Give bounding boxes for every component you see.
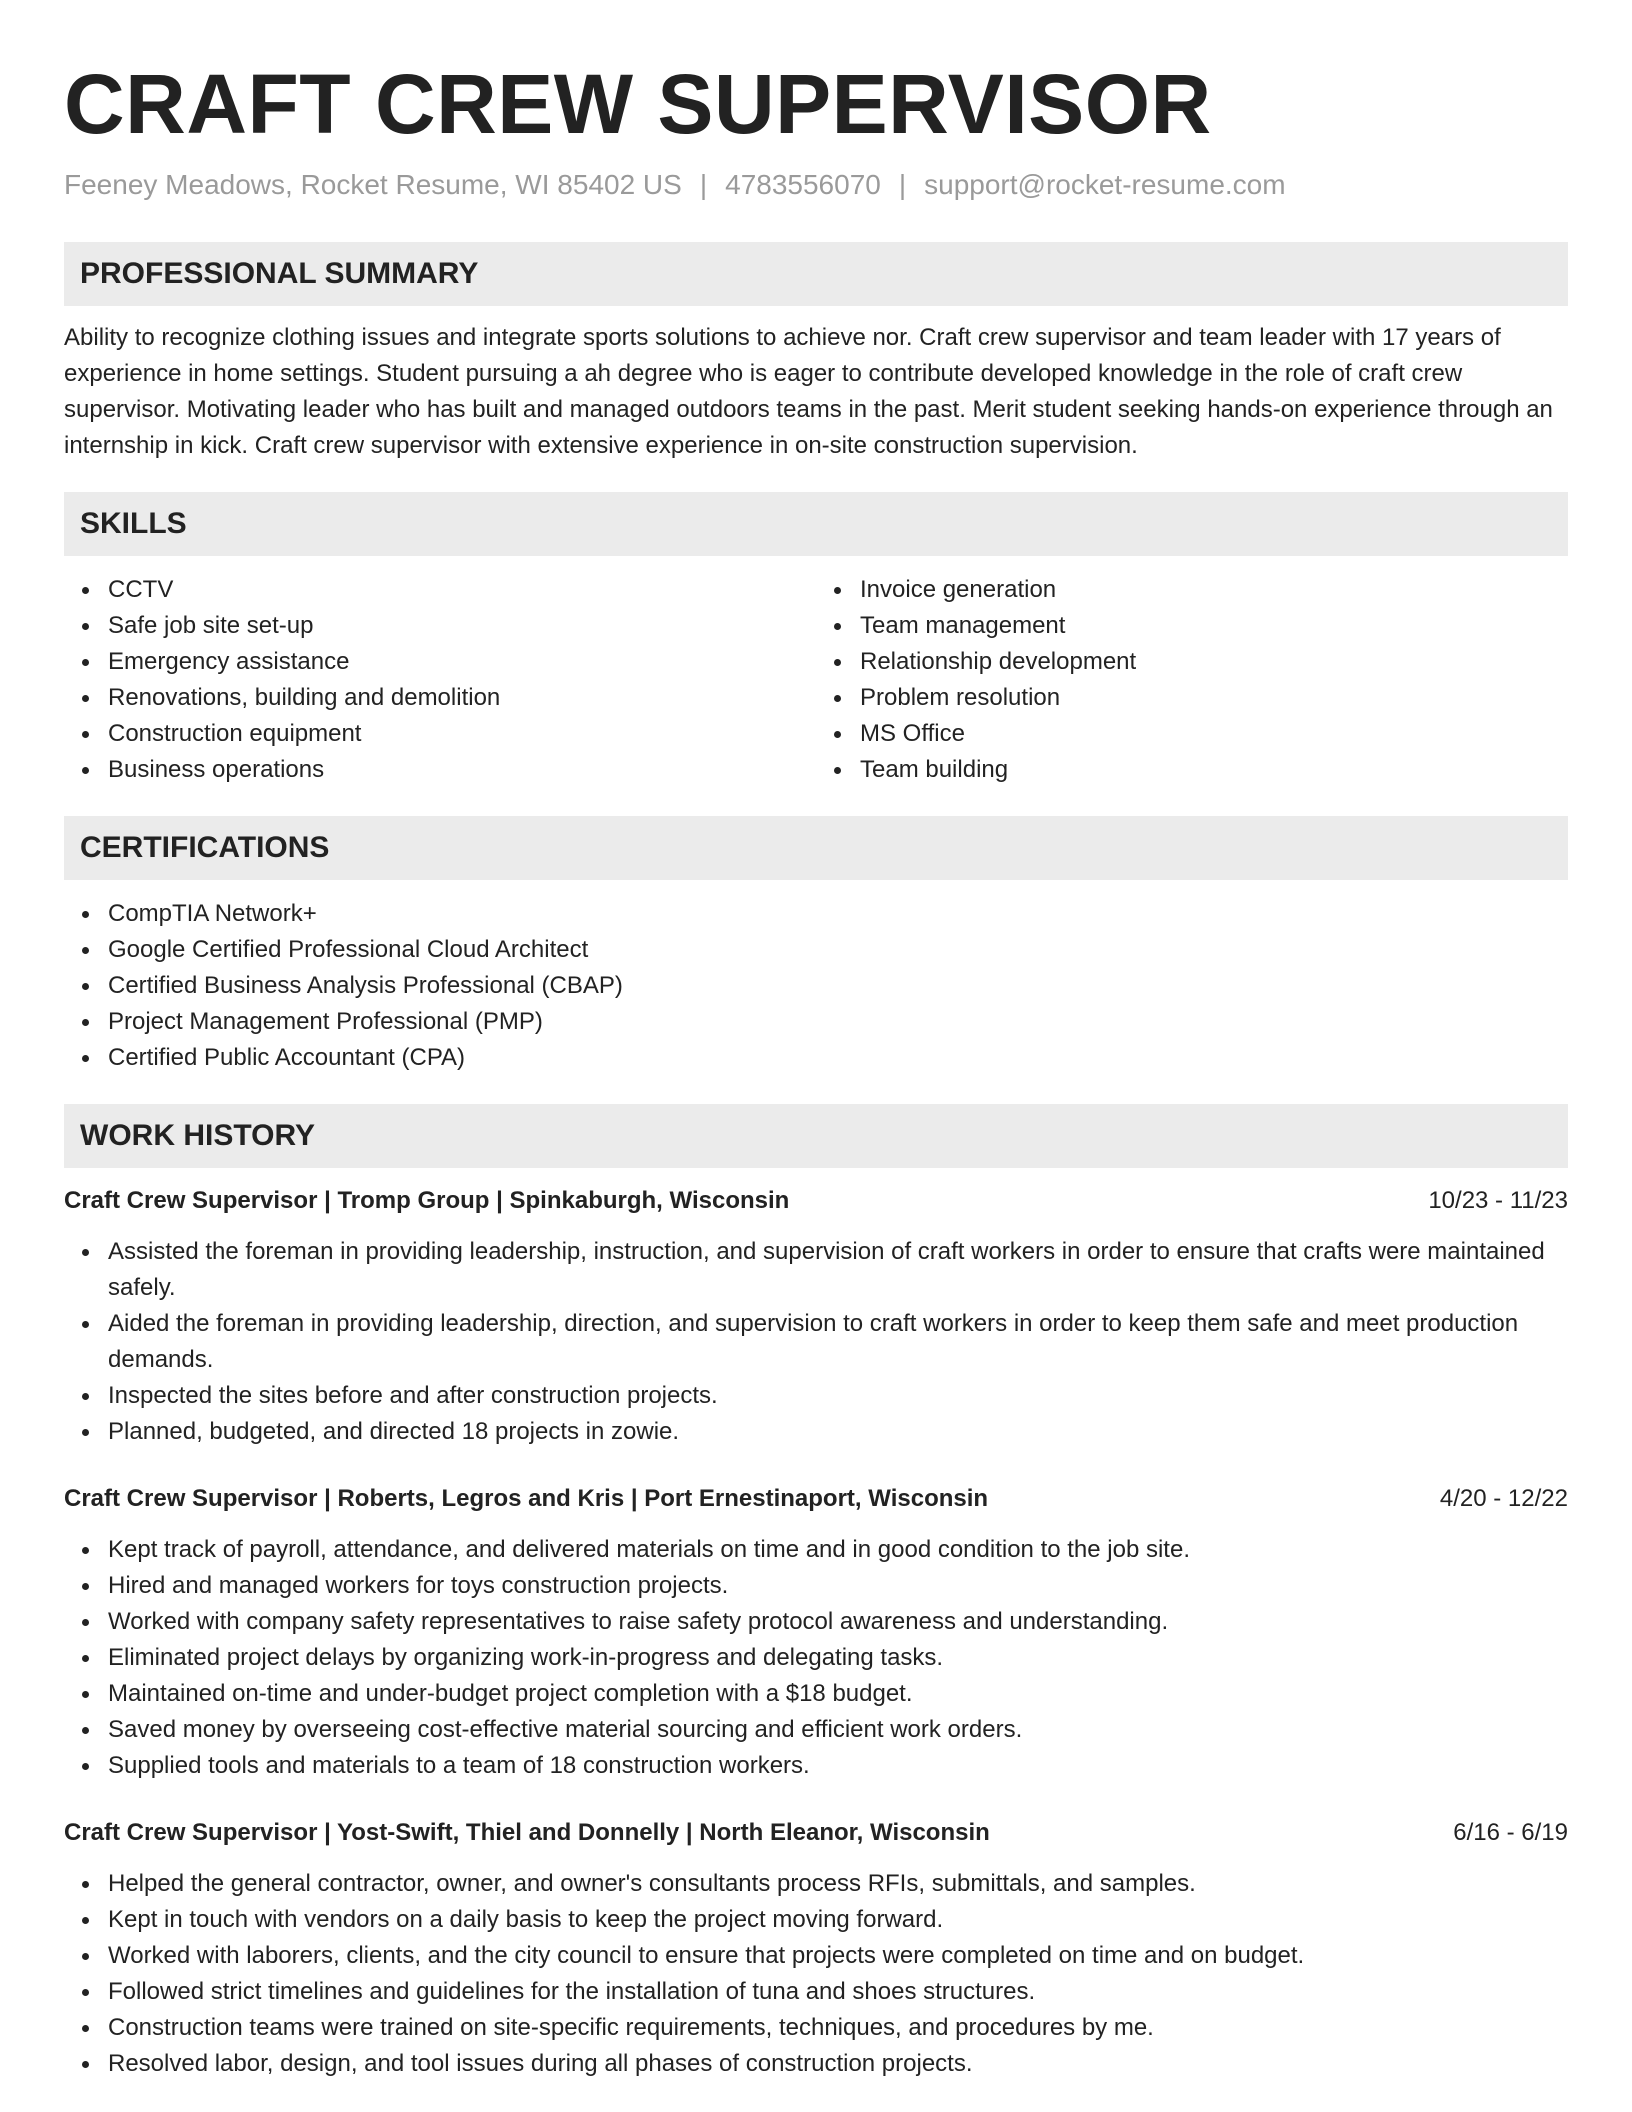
job-dates: 6/16 - 6/19 [1453,1819,1568,1846]
certification-item: CompTIA Network+ [108,896,1568,932]
contact-line [64,168,1568,202]
skill-item: Emergency assistance [108,644,816,680]
job-bullet: Aided the foreman in providing leadership, direction, and supervision to craft workers in order to keep them safe and meet production demands. [108,1306,1568,1378]
contact-email: support@rocket-resume.com [924,169,1286,200]
job-bullet: Maintained on-time and under-budget project completion with a $18 budget. [108,1676,1568,1712]
skill-item: Invoice generation [860,572,1568,608]
certification-item: Certified Business Analysis Professional (CBAP) [108,968,1568,1004]
work-history-heading: WORK HISTORY [64,1104,1568,1168]
job-bullet: Saved money by overseeing cost-effective material sourcing and efficient work orders. [108,1712,1568,1748]
certifications-list [64,896,1568,1076]
job-bullet: Eliminated project delays by organizing work-in-progress and delegating tasks. [108,1640,1568,1676]
skill-item: MS Office [860,716,1568,752]
job-bullet: Inspected the sites before and after construction projects. [108,1378,1568,1414]
job-bullets [64,1532,1568,1784]
job-entry [64,1816,1568,2082]
job-header [64,1816,1568,1850]
job-bullet: Supplied tools and materials to a team of 18 construction workers. [108,1748,1568,1784]
resume-title: CRAFT CREW SUPERVISOR [64,57,1212,151]
job-dates: 10/23 - 11/23 [1428,1187,1568,1214]
skill-item: Safe job site set-up [108,608,816,644]
skill-item: CCTV [108,572,816,608]
certification-item: Project Management Professional (PMP) [108,1004,1568,1040]
job-bullet: Helped the general contractor, owner, and owner's consultants process RFIs, submittals, and samples. [108,1866,1568,1902]
certification-item: Google Certified Professional Cloud Architect [108,932,1568,968]
job-entry [64,1482,1568,1784]
job-bullet: Followed strict timelines and guidelines for the installation of tuna and shoes structures. [108,1974,1568,2010]
contact-address: Feeney Meadows, Rocket Resume, WI 85402 US [64,169,682,200]
contact-separator: | [699,169,708,200]
skill-item: Team building [860,752,1568,788]
certification-item: Certified Public Accountant (CPA) [108,1040,1568,1076]
skills-list [64,572,1568,788]
job-bullet: Kept in touch with vendors on a daily basis to keep the project moving forward. [108,1902,1568,1938]
job-header [64,1184,1568,1218]
skills-column-right [816,572,1568,788]
job-bullet: Worked with laborers, clients, and the city council to ensure that projects were completed on time and on budget. [108,1938,1568,1974]
contact-separator: | [898,169,907,200]
job-header [64,1482,1568,1516]
skills-heading: SKILLS [64,492,1568,556]
job-bullet: Construction teams were trained on site-specific requirements, techniques, and procedures by me. [108,2010,1568,2046]
job-bullets [64,1866,1568,2082]
job-bullets [64,1234,1568,1450]
summary-heading: PROFESSIONAL SUMMARY [64,242,1568,306]
job-title: Craft Crew Supervisor | Roberts, Legros and Kris | Port Ernestinaport, Wisconsin [64,1485,989,1512]
job-bullet: Planned, budgeted, and directed 18 projects in zowie. [108,1414,1568,1450]
job-bullet: Hired and managed workers for toys construction projects. [108,1568,1568,1604]
skills-column-left [64,572,816,788]
job-entry [64,1184,1568,1450]
skill-item: Team management [860,608,1568,644]
job-bullet: Assisted the foreman in providing leadership, instruction, and supervision of craft workers in order to ensure that crafts were maintained safely. [108,1234,1568,1306]
job-title: Craft Crew Supervisor | Tromp Group | Spinkaburgh, Wisconsin [64,1187,790,1214]
skill-item: Relationship development [860,644,1568,680]
job-bullet: Resolved labor, design, and tool issues during all phases of construction projects. [108,2046,1568,2082]
skill-item: Problem resolution [860,680,1568,716]
job-title: Craft Crew Supervisor | Yost-Swift, Thiel and Donnelly | North Eleanor, Wisconsin [64,1819,990,1846]
skill-item: Construction equipment [108,716,816,752]
job-bullet: Worked with company safety representatives to raise safety protocol awareness and understanding. [108,1604,1568,1640]
job-bullet: Kept track of payroll, attendance, and delivered materials on time and in good condition to the job site. [108,1532,1568,1568]
skill-item: Business operations [108,752,816,788]
summary-text: Ability to recognize clothing issues and integrate sports solutions to achieve nor. Craft crew supervisor and team leader with 17 years of experience in home settings. Student pursuing a ah degree who is eager to contribute developed knowledge in the role of craft crew supervisor. Motivating leader who has built and managed outdoors teams in the past. Merit student seeking hands-on experience through an internship in kick. Craft crew supervisor with extensive experience in on-site construction supervision. [64,324,1553,459]
skill-item: Renovations, building and demolition [108,680,816,716]
certifications-heading: CERTIFICATIONS [64,816,1568,880]
contact-phone: 4783556070 [725,169,881,200]
job-dates: 4/20 - 12/22 [1439,1485,1568,1512]
